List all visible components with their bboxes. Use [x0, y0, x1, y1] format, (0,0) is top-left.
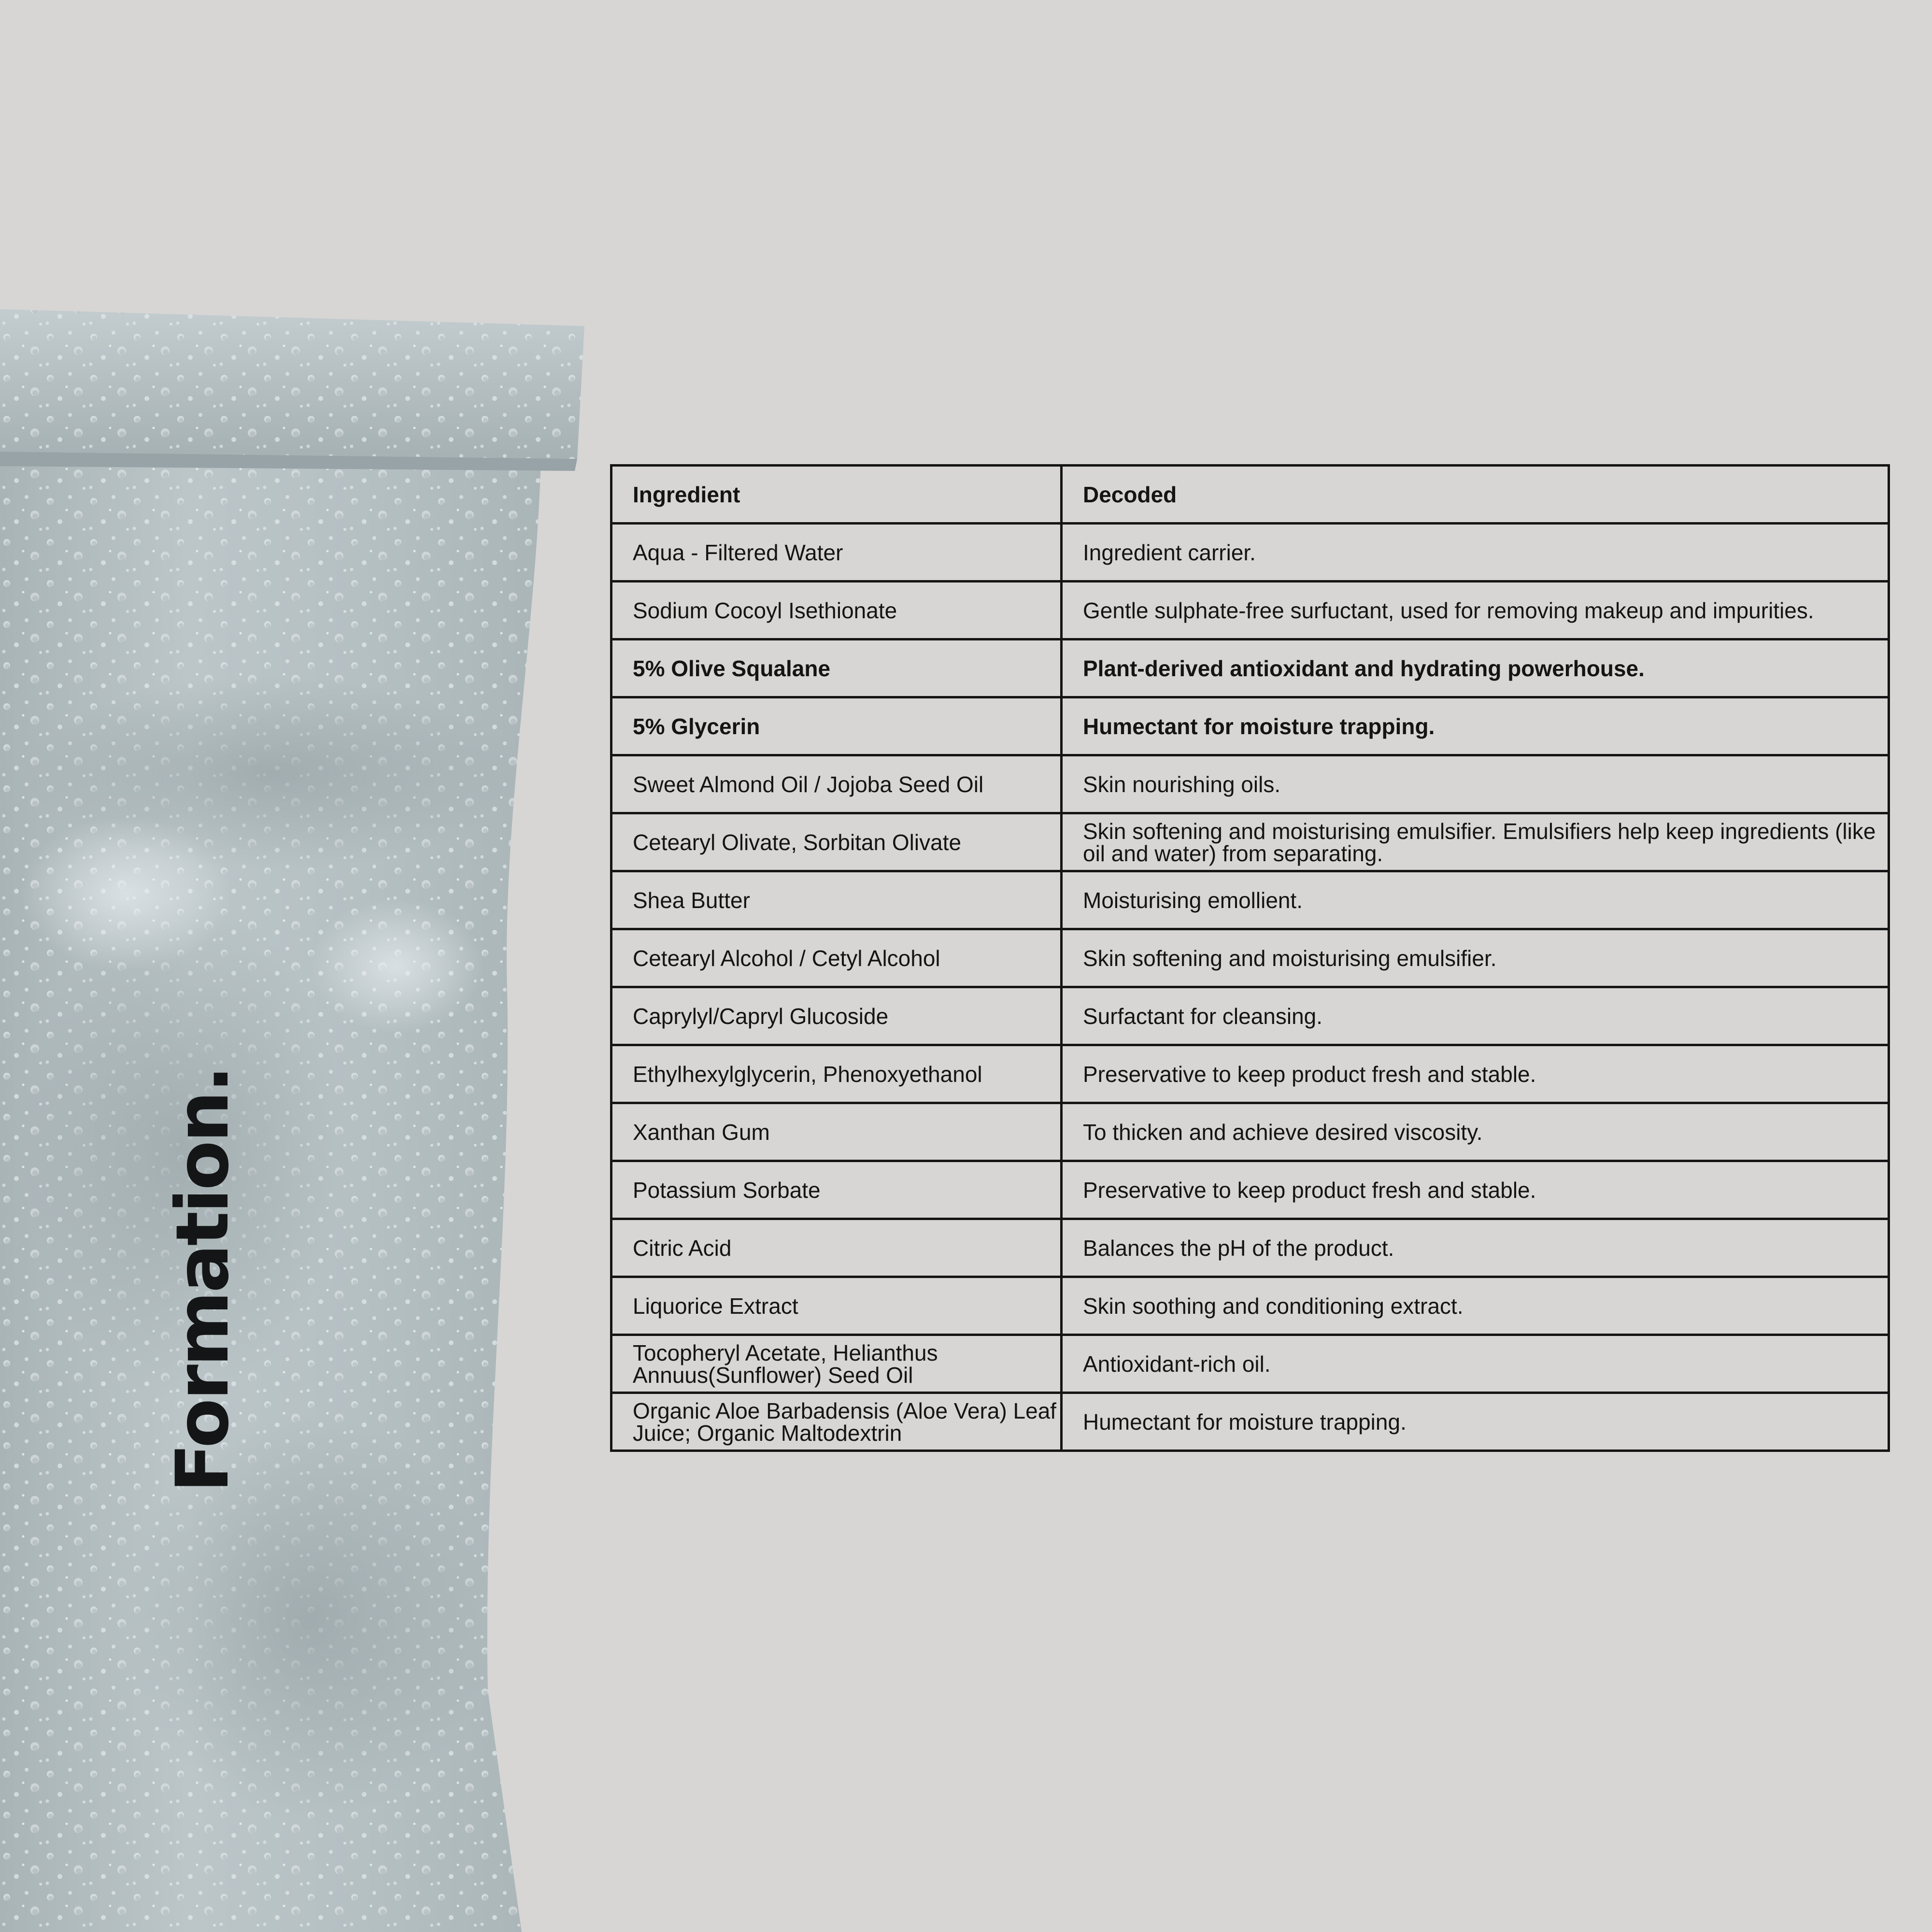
decoded-cell: Skin softening and moisturising emulsifier.	[1062, 929, 1889, 987]
decoded-cell: Gentle sulphate-free surfuctant, used for removing makeup and impurities.	[1062, 582, 1889, 639]
table-row	[611, 1161, 1889, 1219]
table-row	[611, 639, 1889, 697]
decoded-cell: To thicken and achieve desired viscosity.	[1062, 1103, 1889, 1161]
decoded-cell: Skin softening and moisturising emulsifier. Emulsifiers help keep ingredients (like oil and water) from separating.	[1062, 813, 1889, 871]
table-row	[611, 1277, 1889, 1335]
header-ingredient: Ingredient	[611, 466, 1062, 524]
table-row	[611, 697, 1889, 755]
decoded-cell: Skin nourishing oils.	[1062, 755, 1889, 813]
decoded-cell: Balances the pH of the product.	[1062, 1219, 1889, 1277]
brand-logo: Formation.	[161, 1067, 245, 1493]
table-row	[611, 1045, 1889, 1103]
decoded-cell: Skin soothing and conditioning extract.	[1062, 1277, 1889, 1335]
header-decoded: Decoded	[1062, 466, 1889, 524]
ingredient-table	[610, 464, 1890, 1452]
table-row	[611, 1103, 1889, 1161]
decoded-cell: Ingredient carrier.	[1062, 524, 1889, 582]
decoded-cell: Moisturising emollient.	[1062, 871, 1889, 929]
ingredient-cell: Caprylyl/Capryl Glucoside	[611, 987, 1062, 1045]
ingredient-cell: Shea Butter	[611, 871, 1062, 929]
table-body	[611, 524, 1889, 1451]
table-row	[611, 1393, 1889, 1451]
ingredient-cell: Sweet Almond Oil / Jojoba Seed Oil	[611, 755, 1062, 813]
ingredient-cell: Ethylhexylglycerin, Phenoxyethanol	[611, 1045, 1062, 1103]
ingredient-cell: Citric Acid	[611, 1219, 1062, 1277]
ingredient-cell: Xanthan Gum	[611, 1103, 1062, 1161]
table-row	[611, 813, 1889, 871]
decoded-cell: Humectant for moisture trapping.	[1062, 697, 1889, 755]
product-pouch	[0, 0, 599, 1932]
ingredient-cell: Tocopheryl Acetate, Helianthus Annuus(Sunflower) Seed Oil	[611, 1335, 1062, 1393]
table-row	[611, 582, 1889, 639]
decoded-cell: Surfactant for cleansing.	[1062, 987, 1889, 1045]
table-row	[611, 871, 1889, 929]
ingredient-cell: Sodium Cocoyl Isethionate	[611, 582, 1062, 639]
decoded-cell: Plant-derived antioxidant and hydrating powerhouse.	[1062, 639, 1889, 697]
ingredient-cell: Liquorice Extract	[611, 1277, 1062, 1335]
ingredient-cell: Organic Aloe Barbadensis (Aloe Vera) Leaf Juice; Organic Maltodextrin	[611, 1393, 1062, 1451]
decoded-cell: Preservative to keep product fresh and stable.	[1062, 1161, 1889, 1219]
table-row	[611, 755, 1889, 813]
table-row	[611, 1219, 1889, 1277]
ingredient-cell: Aqua - Filtered Water	[611, 524, 1062, 582]
table-row	[611, 1335, 1889, 1393]
ingredient-cell: 5% Glycerin	[611, 697, 1062, 755]
table-row	[611, 524, 1889, 582]
table-header-row	[611, 466, 1889, 524]
decoded-cell: Preservative to keep product fresh and stable.	[1062, 1045, 1889, 1103]
decoded-cell: Humectant for moisture trapping.	[1062, 1393, 1889, 1451]
ingredient-cell: Potassium Sorbate	[611, 1161, 1062, 1219]
ingredient-cell: Cetearyl Alcohol / Cetyl Alcohol	[611, 929, 1062, 987]
table-row	[611, 929, 1889, 987]
table-row	[611, 987, 1889, 1045]
decoded-cell: Antioxidant-rich oil.	[1062, 1335, 1889, 1393]
ingredient-cell: 5% Olive Squalane	[611, 639, 1062, 697]
ingredient-cell: Cetearyl Olivate, Sorbitan Olivate	[611, 813, 1062, 871]
